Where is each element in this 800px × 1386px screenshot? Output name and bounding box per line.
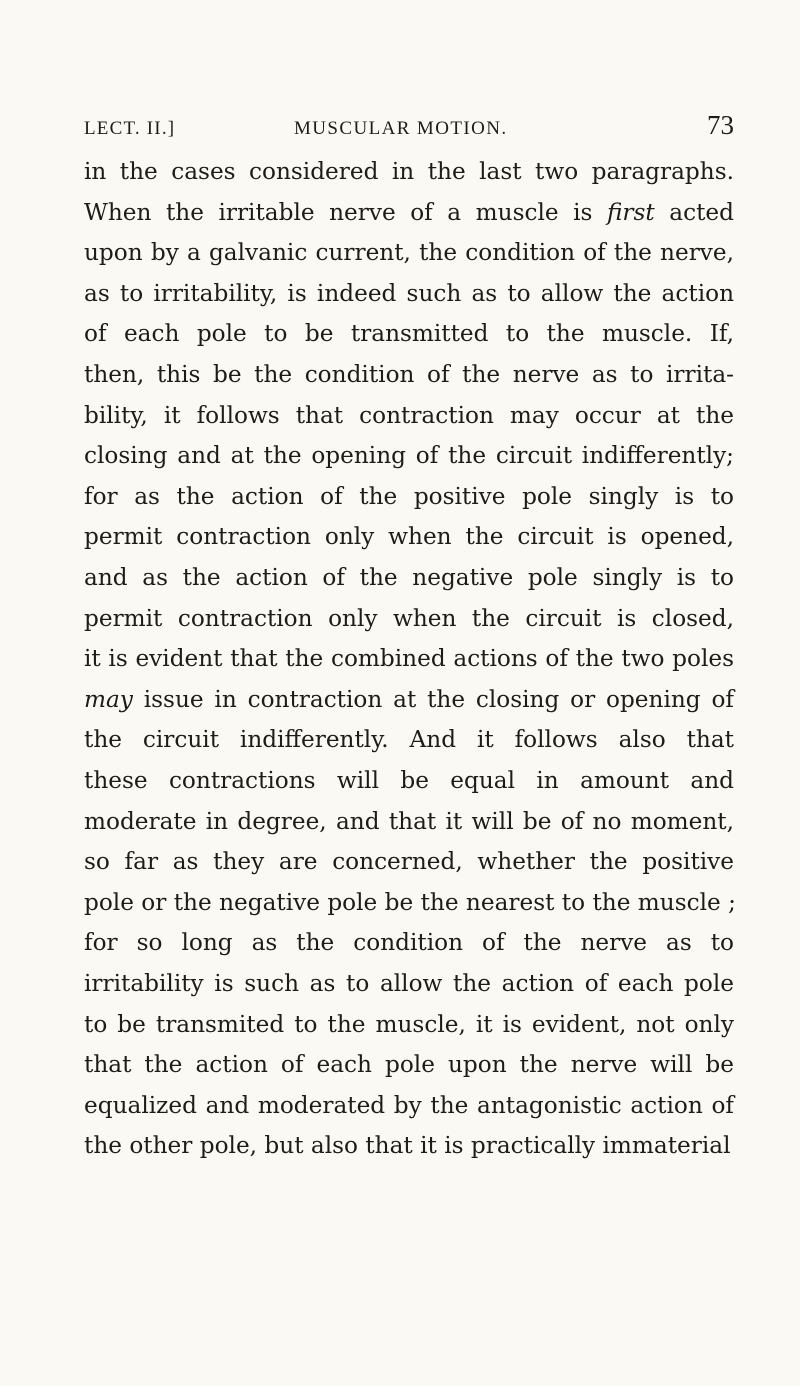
text-run: the circuit indifferently. And it follows also that bbox=[84, 726, 734, 754]
text-line bbox=[84, 558, 734, 598]
text-run: upon by a galvanic current, the condition of the nerve, bbox=[84, 239, 734, 267]
text-run: closing and at the opening of the circuit indifferently; bbox=[84, 442, 734, 470]
text-run: moderate in degree, and that it will be of no moment, bbox=[84, 807, 734, 835]
text-line bbox=[84, 599, 734, 639]
italic-word: first bbox=[606, 198, 655, 226]
italic-word: may bbox=[84, 685, 133, 713]
text-run: these contractions will be equal in amount and bbox=[84, 767, 734, 794]
text-run: that the action of each pole upon the nerve will be bbox=[84, 1051, 734, 1079]
page-number: 73 bbox=[707, 110, 734, 140]
text-run: irritability is such as to allow the action of each pole bbox=[84, 970, 734, 997]
text-line bbox=[84, 720, 734, 760]
text-run: in the cases considered in the last two paragraphs. bbox=[84, 158, 734, 185]
running-header bbox=[84, 104, 734, 144]
header-title: MUSCULAR MOTION. bbox=[294, 118, 508, 139]
text-line bbox=[84, 233, 734, 273]
text-run: it is evident that the combined actions of the two poles bbox=[84, 645, 734, 673]
text-run: then, this be the condition of the nerve as to irrita- bbox=[84, 361, 734, 388]
text-line bbox=[84, 1045, 734, 1085]
text-run: of each pole to be transmitted to the muscle. If, bbox=[84, 320, 734, 348]
text-line bbox=[84, 1005, 734, 1045]
text-run: bility, it follows that contraction may occur at the bbox=[84, 401, 734, 429]
text-line bbox=[84, 1086, 734, 1126]
text-run: When the irritable nerve of a muscle is bbox=[84, 198, 607, 226]
text-run: issue in contraction at the closing or opening of bbox=[132, 685, 734, 713]
text-line bbox=[84, 883, 734, 923]
text-line bbox=[84, 923, 734, 963]
text-line bbox=[84, 1126, 734, 1166]
text-run: the other pole, but also that it is practically immaterial bbox=[84, 1132, 731, 1160]
text-line bbox=[84, 355, 734, 395]
text-run: as to irritability, is indeed such as to allow the action bbox=[84, 279, 734, 307]
text-run: permit contraction only when the circuit is closed, bbox=[84, 604, 734, 632]
text-line bbox=[84, 761, 734, 801]
text-run: and as the action of the negative pole singly is to bbox=[84, 564, 734, 591]
header-lecture-label: LECT. II.] bbox=[84, 118, 176, 139]
text-line bbox=[84, 396, 734, 436]
text-line bbox=[84, 964, 734, 1004]
text-run: to be transmited to the muscle, it is evident, not only bbox=[84, 1010, 734, 1038]
text-run: permit contraction only when the circuit is opened, bbox=[84, 523, 734, 551]
text-line bbox=[84, 802, 734, 842]
text-line bbox=[84, 193, 734, 233]
text-run: acted bbox=[654, 198, 734, 226]
text-line bbox=[84, 639, 734, 679]
text-line bbox=[84, 274, 734, 314]
text-line bbox=[84, 477, 734, 517]
text-line bbox=[84, 436, 734, 476]
text-run: so far as they are concerned, whether the positive bbox=[84, 848, 734, 876]
text-line bbox=[84, 152, 734, 192]
text-run: for as the action of the positive pole singly is to bbox=[84, 482, 734, 510]
text-line bbox=[84, 314, 734, 354]
text-line bbox=[84, 680, 734, 720]
text-line bbox=[84, 517, 734, 557]
text-run: pole or the negative pole be the nearest to the muscle ; bbox=[84, 888, 736, 916]
text-run: equalized and moderated by the antagonistic action of bbox=[84, 1091, 734, 1119]
text-run: for so long as the condition of the nerve as to bbox=[84, 929, 734, 957]
text-line bbox=[84, 842, 734, 882]
